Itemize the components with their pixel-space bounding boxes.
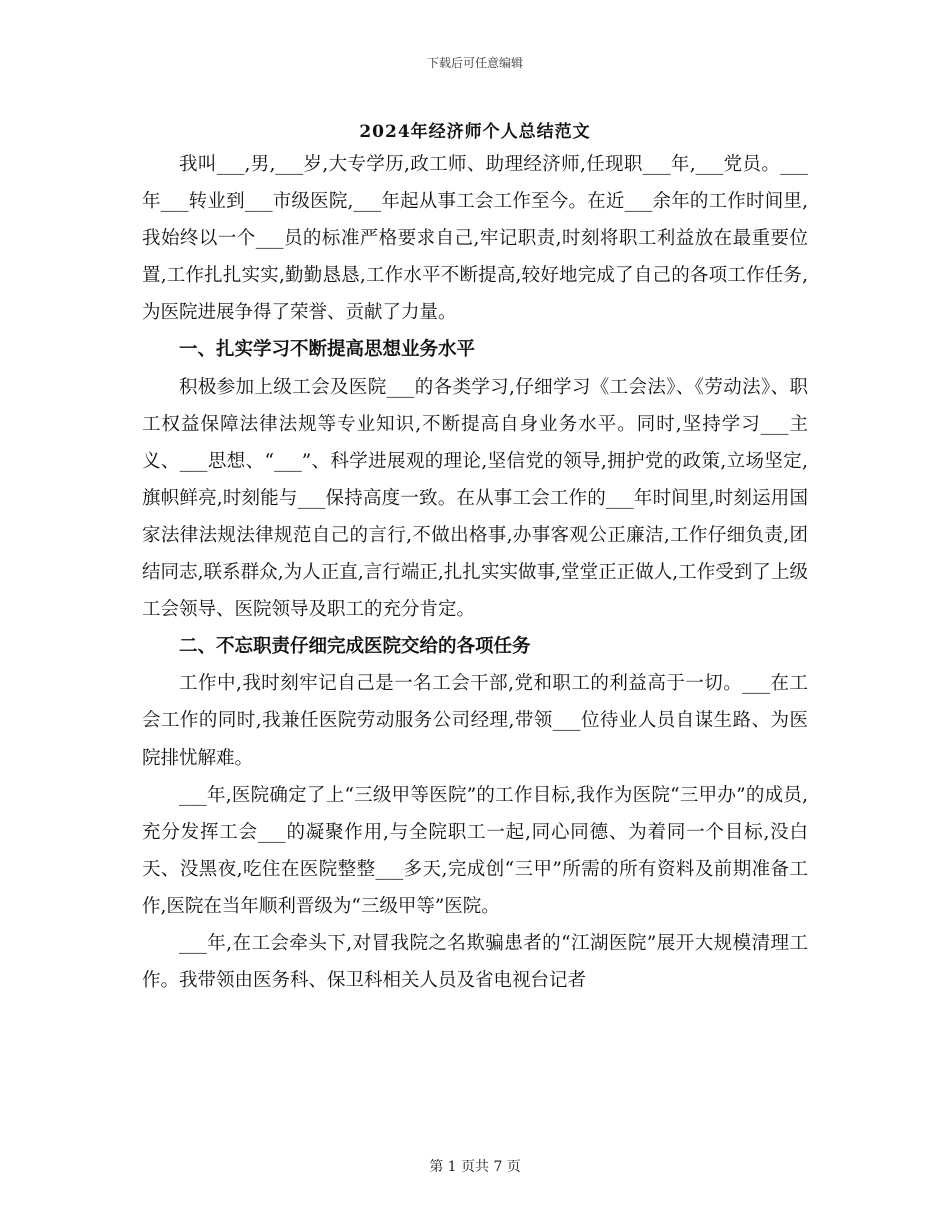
section-heading-study: 一、扎实学习不断提高思想业务水平	[179, 339, 476, 361]
paragraph-duty: 工作中,我时刻牢记自己是一名工会干部,党和职工的利益高于一切。___在工会工作的同时,我兼任医院劳动服务公司经理,带领___位待业人员自谋生路、为医院排忧解难。	[142, 673, 808, 769]
paragraph-cleanup: ___年,在工会牵头下,对冒我院之名欺骗患者的“江湖医院”展开大规模清理工作。我带领由医务科、保卫科相关人员及省电视台记者	[142, 932, 808, 992]
document-body	[142, 146, 808, 999]
paragraph-three-a-hospital: ___年,医院确定了上“三级甲等医院”的工作目标,我作为医院“三甲办”的成员,充分发挥工会___的凝聚作用,与全院职工一起,同心同德、为着同一个目标,没白天、没黑夜,吃住在医院整整___多天,完成创“三甲”所需的所有资料及前期准备工作,医院在当年顺利晋级为“三级甲等”医院。	[142, 784, 808, 917]
header-note: 下载后可任意编辑	[426, 56, 523, 70]
section-heading-duty: 二、不忘职责仔细完成医院交给的各项任务	[179, 636, 531, 658]
document-title: 2024年经济师个人总结范文	[359, 122, 591, 142]
page-number: 第 1 页共 7 页	[429, 1159, 521, 1175]
paragraph-study: 积极参加上级工会及医院___的各类学习,仔细学习《工会法》、《劳动法》、职工权益保障法律法规等专业知识,不断提高自身业务水平。同时,坚持学习___主义、___思想、“___”、科学进展观的理论,坚信党的领导,拥护党的政策,立场坚定,旗帜鲜亮,时刻能与___保持高度一致。在从事工会工作的___年时间里,时刻运用国家法律法规法律规范自己的言行,不做出格事,办事客观公正廉洁,工作仔细负责,团结同志,联系群众,为人正直,言行端正,扎扎实实做事,堂堂正正做人,工作受到了上级工会领导、医院领导及职工的充分肯定。	[142, 376, 808, 621]
paragraph-intro: 我叫___,男,___岁,大专学历,政工师、助理经济师,任现职___年,___党员。___年___转业到___市级医院,___年起从事工会工作至今。在近___余年的工作时间里,我始终以一个___员的标准严格要求自己,牢记职责,时刻将职工利益放在最重要位置,工作扎扎实实,勤勤恳恳,工作水平不断提高,较好地完成了自己的各项工作任务,为医院进展争得了荣誉、贡献了力量。	[142, 154, 808, 324]
